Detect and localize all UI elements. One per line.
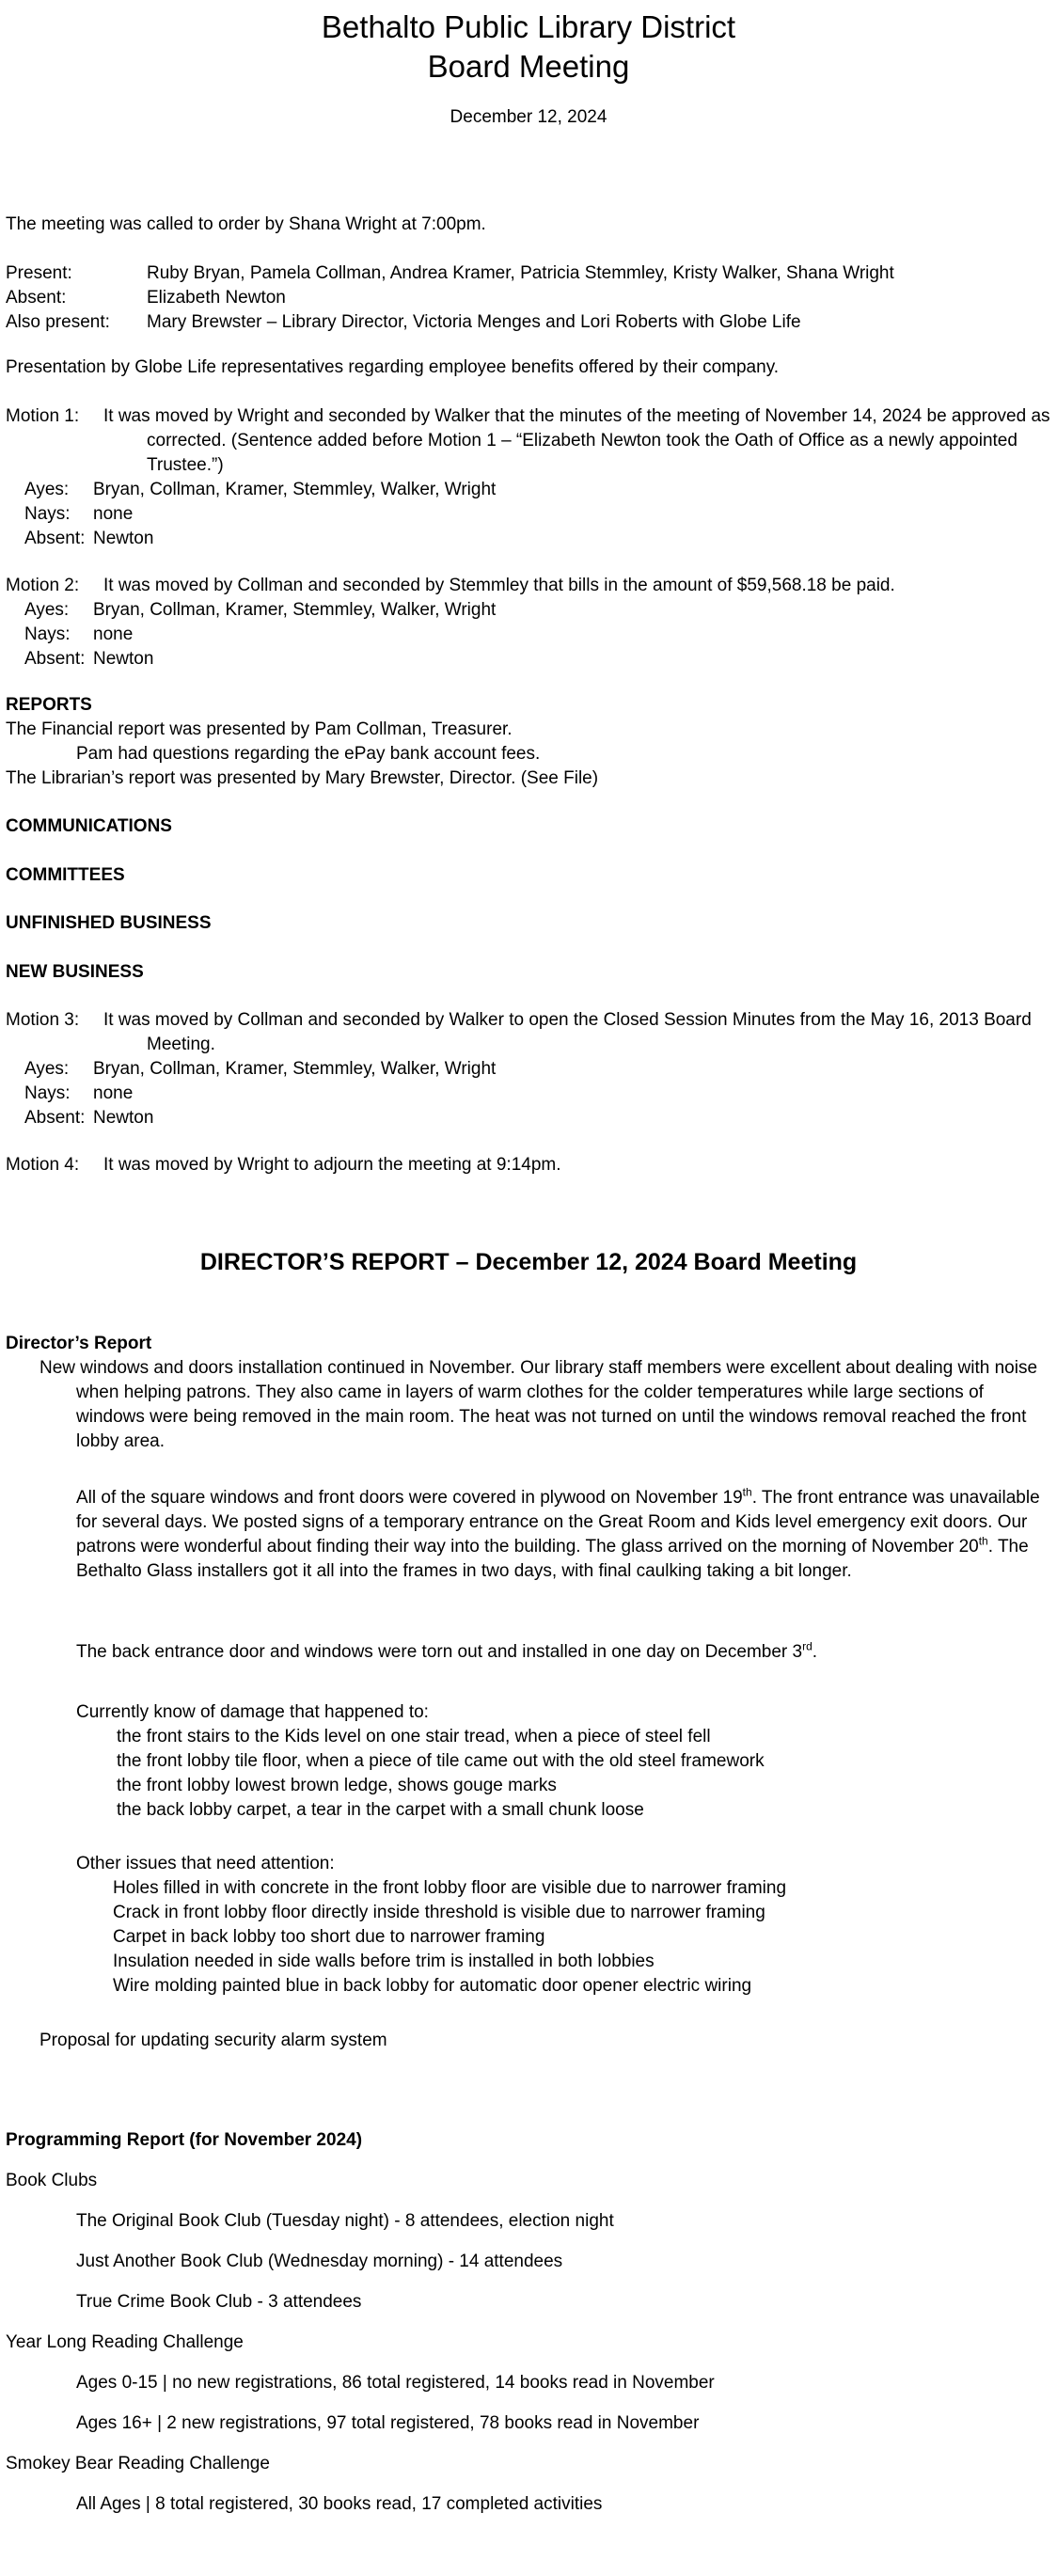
motion-4-text [6,1153,1051,1177]
motion-1-body: It was moved by Wright and seconded by Walker that the minutes of the meeting of November 14, 2024 be approved as corrected. (Sentence added before Motion 1 – “Elizabeth Newton took the Oath of Office as a newly appointed Trustee.”) [103,406,1050,475]
motion-1-absent [6,527,1051,551]
motion-3-label: Motion 3: [6,1010,80,1030]
presentation-text: Presentation by Globe Life representatives regarding employee benefits offered by their company. [6,357,780,377]
director-report-section [6,1332,1051,1356]
programming-group-name: Book Clubs [6,2171,98,2190]
reports-section [6,693,1051,791]
attendance-label: Present: [6,263,72,283]
vote-label: Nays: [24,504,71,524]
para-text: . The Bethalto Glass installers got it all into the frames in two days, with final caulking taking a bit longer. [76,1537,1029,1581]
document-title-line2: Board Meeting [427,49,630,84]
list-item: Just Another Book Club (Wednesday morning) - 14 attendees [76,2252,563,2271]
motion-3-body: It was moved by Collman and seconded by Walker to open the Closed Session Minutes from the May 16, 2013 Board Meeting. [103,1010,1032,1054]
damage-intro: Currently know of damage that happened to: [76,1702,429,1722]
issues-intro: Other issues that need attention: [76,1854,335,1873]
vote-value: Bryan, Collman, Kramer, Stemmley, Walker, Wright [93,480,497,499]
para-text: . The front entrance was unavailable for several days. We posted signs of a temporary entrance on the Great Room and Kids level emergency exit doors. Our patrons were wonderful about finding their way into the building. The glass arrived on the morning of November 20 [76,1488,1040,1557]
attendance-value: Mary Brewster – Library Director, Victoria Menges and Lori Roberts with Globe Life [147,312,801,332]
motion-4-body: It was moved by Wright to adjourn the meeting at 9:14pm. [103,1155,561,1175]
vote-value: none [93,504,134,524]
motion-3-nays [6,1082,1051,1106]
programming-group-smokey-bear [6,2452,1051,2517]
motion-3-ayes [6,1057,1051,1082]
committees-heading: COMMITTEES [6,865,125,885]
vote-label: Ayes: [24,600,70,620]
director-para-3 [6,1640,1051,1665]
motion-2-nays [6,623,1051,647]
financial-note: Pam had questions regarding the ePay bank account fees. [76,744,541,764]
para-superscript: th [978,1534,988,1548]
para-text: All of the square windows and front doors were covered in plywood on November 19 [76,1488,743,1508]
programming-group-name: Smokey Bear Reading Challenge [6,2454,270,2473]
programming-group-year-long [6,2331,1051,2436]
damage-list [6,1700,1051,1823]
attendance-also-present [6,310,1051,335]
unfinished-business-heading: UNFINISHED BUSINESS [6,913,212,933]
list-item: Holes filled in with concrete in the front lobby floor are visible due to narrower framing [113,1878,787,1898]
list-item: Ages 0-15 | no new registrations, 86 total registered, 14 books read in November [76,2373,715,2393]
list-item: Insulation needed in side walls before trim is installed in both lobbies [113,1952,655,1971]
presentation [6,356,1051,380]
call-to-order: The meeting was called to order by Shana Wright at 7:00pm. [6,214,486,234]
list-item: Crack in front lobby floor directly inside threshold is visible due to narrower framing [113,1903,765,1922]
vote-value: Newton [93,1108,154,1128]
unfinished-business-section [6,911,1051,936]
new-business-heading: NEW BUSINESS [6,962,144,982]
list-item: the front stairs to the Kids level on one stair tread, when a piece of steel fell [117,1727,711,1746]
director-report-heading: Director’s Report [6,1334,152,1353]
list-item: the front lobby tile floor, when a piece of tile came out with the old steel framework [117,1751,765,1771]
new-business-section [6,960,1051,985]
proposal-block [6,2029,1051,2053]
motion-2-label: Motion 2: [6,576,80,595]
reports-heading: REPORTS [6,695,92,715]
director-report-title: DIRECTOR’S REPORT – December 12, 2024 Board Meeting [199,1249,858,1275]
list-item: Carpet in back lobby too short due to narrower framing [113,1927,545,1947]
attendance-value: Ruby Bryan, Pamela Collman, Andrea Kramer, Patricia Stemmley, Kristy Walker, Shana Wright [147,263,894,283]
proposal-text: Proposal for updating security alarm system [39,2031,387,2050]
programming-group-name: Year Long Reading Challenge [6,2332,244,2352]
list-item: The Original Book Club (Tuesday night) - 8 attendees, election night [76,2211,614,2231]
vote-label: Absent: [24,649,86,669]
vote-value: none [93,1083,134,1103]
librarian-report: The Librarian’s report was presented by Mary Brewster, Director. (See File) [6,768,599,788]
director-para-2-block [6,1486,1051,1584]
vote-label: Absent: [24,529,86,548]
issues-list [6,1852,1051,1999]
vote-label: Ayes: [24,1059,70,1079]
motion-4 [6,1153,1051,1177]
document-title-line1: Bethalto Public Library District [321,9,736,44]
list-item: All Ages | 8 total registered, 30 books read, 17 completed activities [76,2494,603,2514]
para-text: . [812,1642,818,1662]
vote-label: Nays: [24,624,71,644]
list-item: the front lobby lowest brown ledge, shows gouge marks [117,1776,557,1795]
attendance-value: Elizabeth Newton [147,288,286,308]
motion-1 [6,404,1051,551]
vote-label: Absent: [24,1108,86,1128]
motion-3 [6,1008,1051,1130]
motion-1-text [6,404,1051,478]
programming-heading: Programming Report (for November 2024) [6,2130,363,2150]
para-superscript: rd [802,1639,812,1653]
meeting-date: December 12, 2024 [450,107,607,127]
list-item: True Crime Book Club - 3 attendees [76,2292,362,2312]
director-report-body [6,1356,1051,1454]
vote-value: Bryan, Collman, Kramer, Stemmley, Walker, Wright [93,600,497,620]
motion-3-absent [6,1106,1051,1130]
list-item: Wire molding painted blue in back lobby for automatic door opener electric wiring [113,1976,752,1996]
motion-1-nays [6,502,1051,527]
motion-2-absent [6,647,1051,672]
communications-section [6,814,1051,839]
vote-label: Nays: [24,1083,71,1103]
para-text: The back entrance door and windows were torn out and installed in one day on December 3 [76,1642,803,1662]
attendance-absent [6,286,1051,310]
list-item: Ages 16+ | 2 new registrations, 97 total registered, 78 books read in November [76,2413,700,2433]
director-para-2 [6,1486,1051,1584]
vote-value: Bryan, Collman, Kramer, Stemmley, Walker, Wright [93,1059,497,1079]
attendance-present [6,261,1051,286]
vote-value: Newton [93,529,154,548]
motion-2-text [6,574,1051,598]
attendance-label: Absent: [6,288,67,308]
attendance [6,261,1051,335]
document-header [6,8,1051,130]
motion-2 [6,574,1051,672]
committees-section [6,863,1051,888]
list-item: the back lobby carpet, a tear in the carpet with a small chunk loose [117,1800,644,1820]
programming-group-book-clubs [6,2169,1051,2315]
minutes-section [6,213,1051,237]
vote-value: Newton [93,649,154,669]
director-report-header [6,1247,1051,1277]
motion-2-body: It was moved by Collman and seconded by Stemmley that bills in the amount of $59,568.18 be paid. [103,576,895,595]
vote-value: none [93,624,134,644]
director-para-3-block [6,1640,1051,1665]
motion-3-text [6,1008,1051,1057]
director-para-1: New windows and doors installation continued in November. Our library staff members were excellent about dealing with noise when helping patrons. They also came in layers of warm clothes for the colder temperatures while large sections of windows were being removed in the main room. The heat was not turned on until the windows removal reached the front lobby area. [39,1358,1038,1451]
vote-label: Ayes: [24,480,70,499]
para-superscript: th [742,1485,752,1499]
motion-1-ayes [6,478,1051,502]
communications-heading: COMMUNICATIONS [6,816,172,836]
attendance-label: Also present: [6,312,110,332]
programming-report [6,2128,1051,2153]
motion-1-label: Motion 1: [6,406,80,426]
motion-2-ayes [6,598,1051,623]
financial-report: The Financial report was presented by Pam Collman, Treasurer. [6,719,513,739]
motion-4-label: Motion 4: [6,1155,80,1175]
